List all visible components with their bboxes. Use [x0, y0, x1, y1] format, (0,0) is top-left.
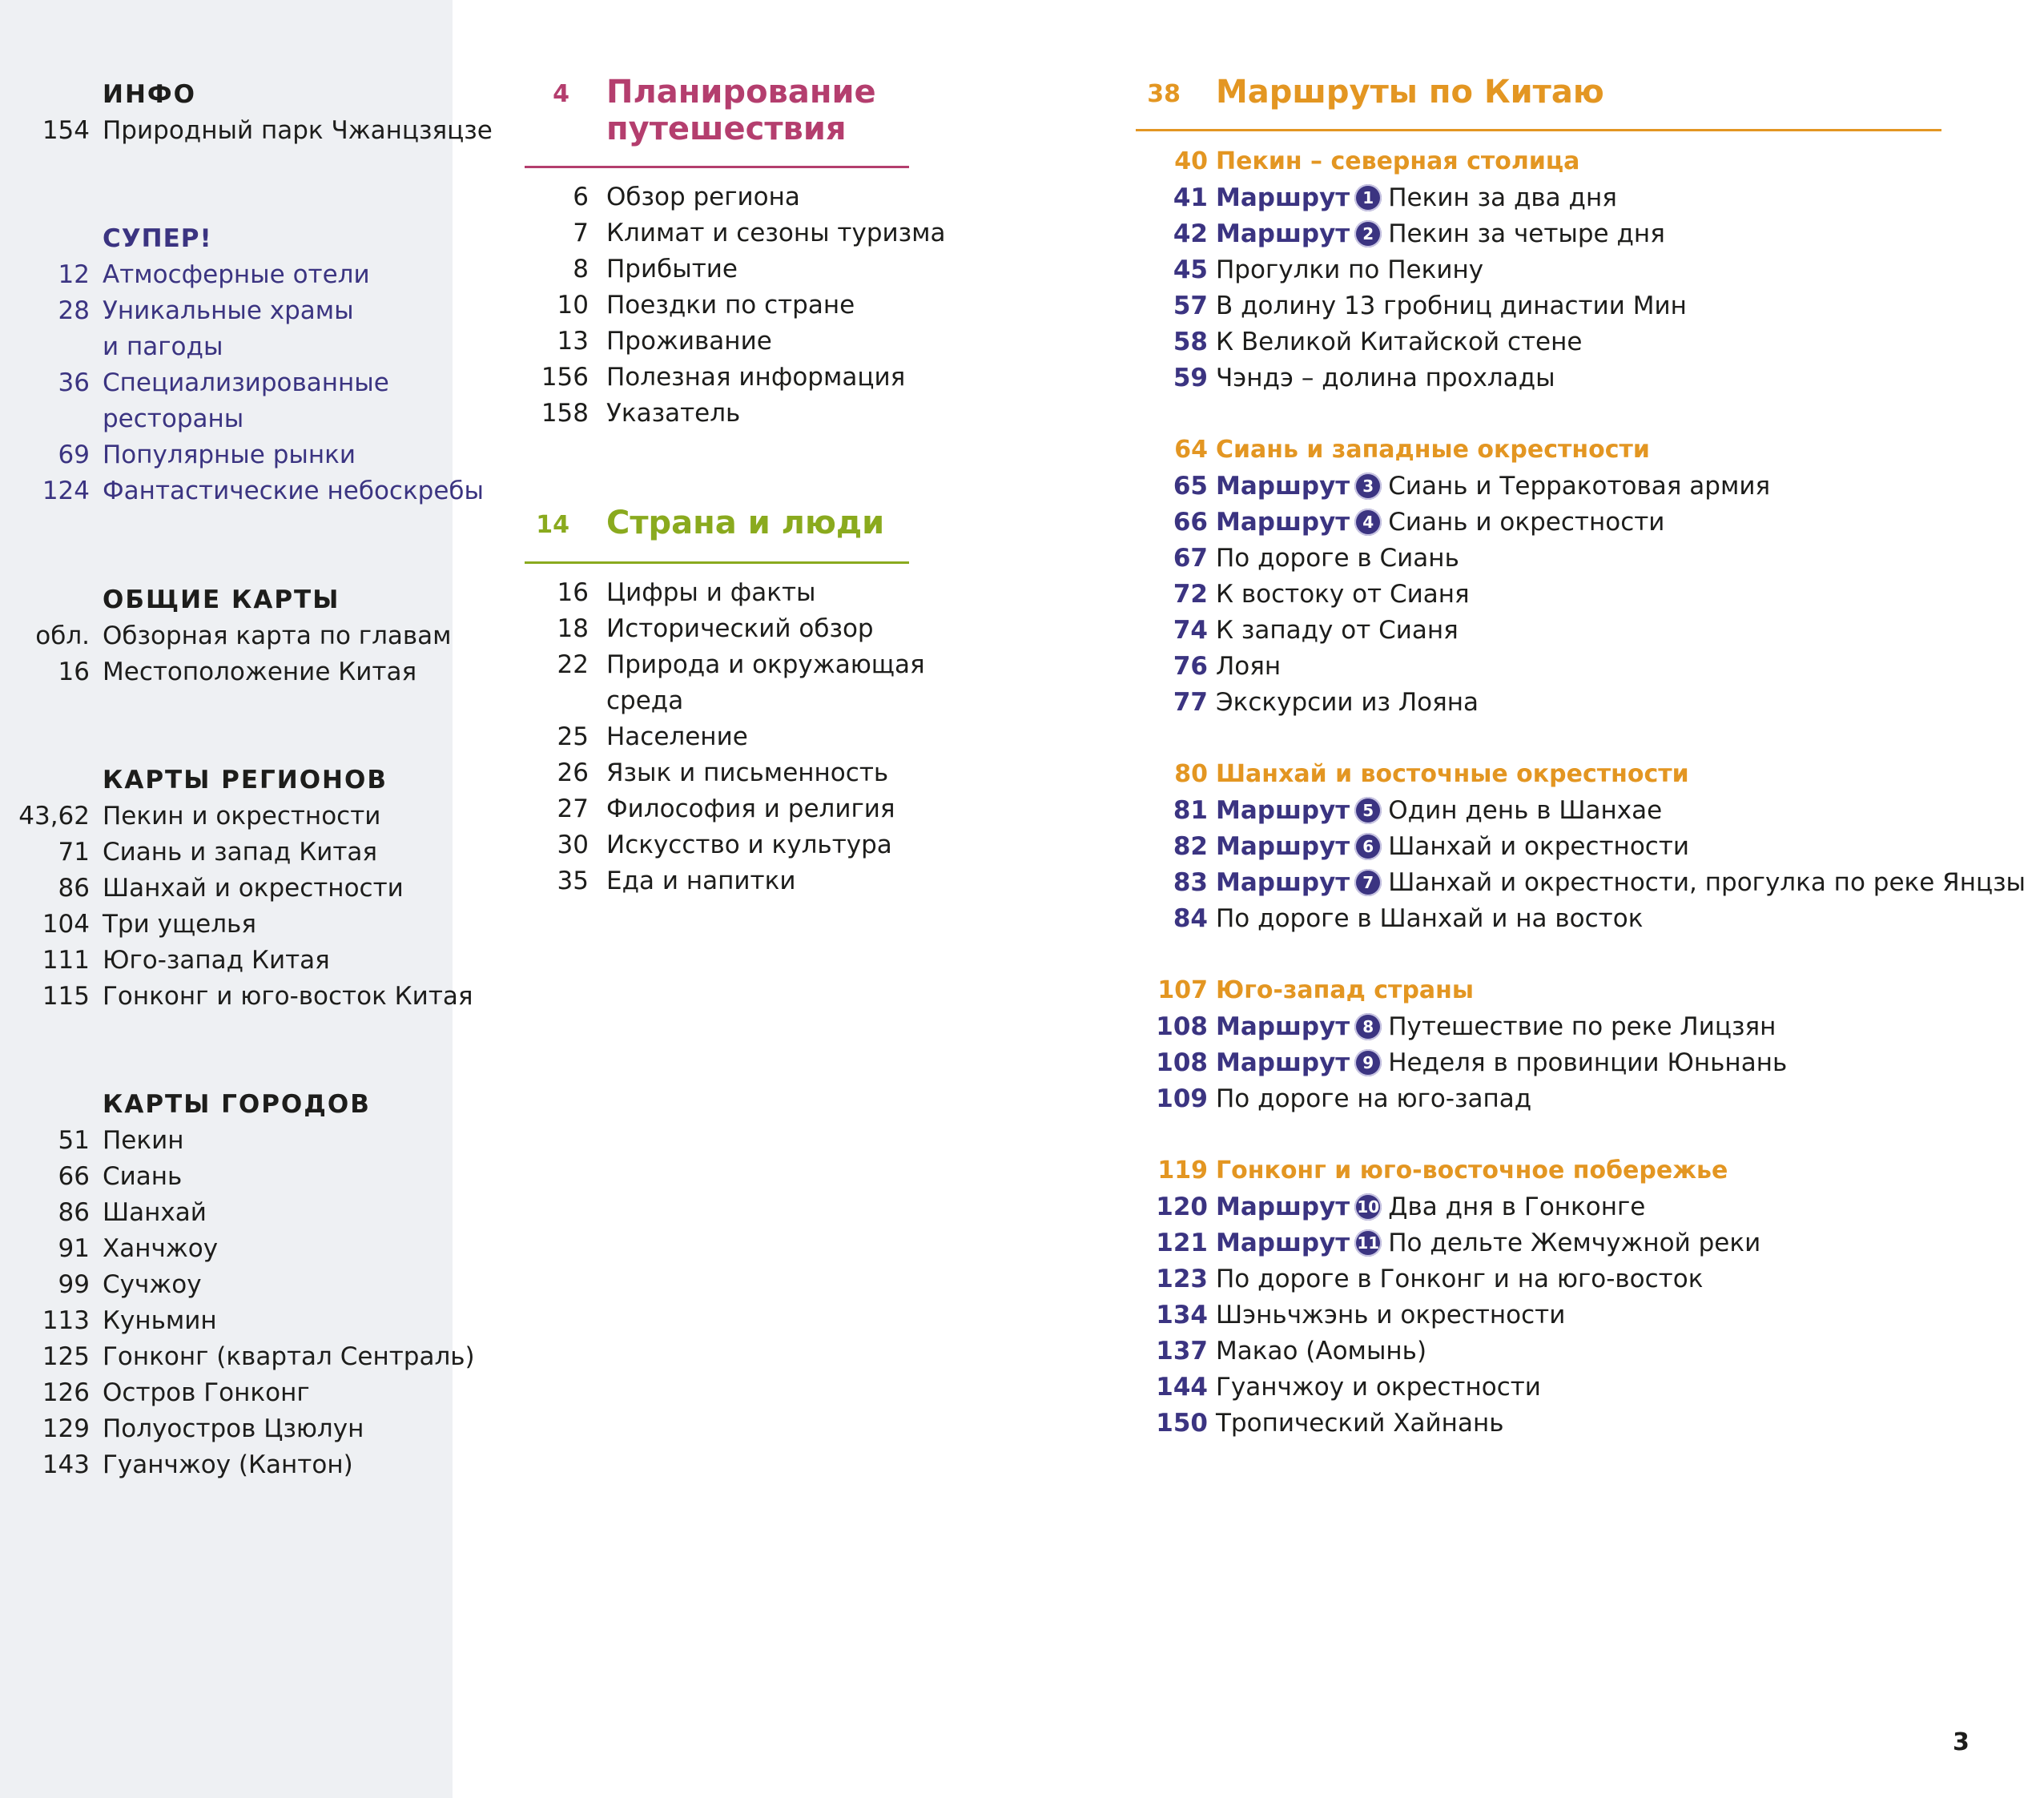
toc-entry[interactable]	[525, 363, 909, 399]
route-entry-page: 74	[1173, 616, 1208, 645]
route-entry[interactable]	[1136, 328, 1941, 364]
route-label: Маршрут	[1216, 1012, 1350, 1041]
sidebar-entry[interactable]	[0, 440, 453, 477]
sidebar-entry[interactable]	[0, 1234, 453, 1270]
chapter-country-rule	[525, 561, 909, 564]
chapter-planning-title-line2: путешествия	[606, 111, 847, 147]
toc-entry-text: среда	[606, 686, 684, 715]
route-entry-page: 76	[1173, 652, 1208, 681]
route-entry-text: К Великой Китайской стене	[1216, 328, 1583, 356]
toc-entry-text: Природа и окружающая	[606, 650, 925, 679]
route-number-badge: 6	[1354, 833, 1382, 860]
route-label: Маршрут	[1216, 472, 1350, 501]
sidebar-entry-text: Природный парк Чжанцзяцзе	[103, 116, 493, 145]
route-entry-page: 144	[1156, 1373, 1208, 1402]
toc-entry-text: Обзор региона	[606, 183, 800, 211]
toc-entry[interactable]	[525, 291, 909, 327]
sidebar-entry[interactable]	[0, 260, 453, 296]
sidebar-entry-page: 36	[58, 368, 90, 397]
sidebar-entry-text: Шанхай	[103, 1198, 207, 1227]
route-entry-content	[1216, 688, 1479, 717]
route-entry[interactable]	[1136, 1373, 1941, 1409]
route-number-badge: 8	[1354, 1013, 1382, 1040]
sidebar-entry[interactable]	[0, 477, 485, 513]
route-entry-text: Путешествие по реке Лицзян	[1388, 1012, 1776, 1041]
sidebar-heading-super: СУПЕР!	[103, 224, 212, 253]
route-entry-text: По дороге на юго-запад	[1216, 1084, 1532, 1113]
route-label: Маршрут	[1216, 508, 1350, 537]
route-number-badge: 2	[1354, 220, 1382, 247]
sidebar-entry[interactable]	[0, 332, 453, 368]
route-entry[interactable]	[1136, 868, 2026, 904]
route-entry-page: 66	[1173, 508, 1208, 537]
route-entry[interactable]	[1136, 544, 1941, 580]
sidebar-entry[interactable]	[0, 368, 453, 404]
route-entry-content	[1216, 508, 1664, 537]
route-entry-page: 108	[1156, 1012, 1208, 1041]
sidebar-entry[interactable]	[0, 296, 453, 332]
sidebar-entry[interactable]	[0, 802, 453, 838]
route-entry-content	[1216, 544, 1459, 573]
toc-entry-page: 18	[557, 614, 589, 643]
route-entry[interactable]	[1136, 904, 1941, 940]
route-entry-page: 150	[1156, 1409, 1208, 1438]
sidebar-entry[interactable]	[0, 838, 453, 874]
toc-entry-page: 16	[557, 578, 589, 607]
toc-entry[interactable]	[525, 183, 909, 219]
route-entry-page: 83	[1173, 868, 1208, 897]
sidebar-entry-page: 99	[58, 1270, 90, 1299]
sidebar-entry-text: Сиань и запад Китая	[103, 838, 378, 867]
route-label: Маршрут	[1216, 183, 1350, 212]
toc-entry-text: Поездки по стране	[606, 291, 855, 320]
route-entry-text: Шэньчжэнь и окрестности	[1216, 1301, 1566, 1329]
route-entry-text: В долину 13 гробниц династии Мин	[1216, 292, 1687, 320]
route-group-heading[interactable]	[1136, 1156, 1941, 1193]
sidebar-heading-region-maps: КАРТЫ РЕГИОНОВ	[103, 766, 388, 794]
chapter-routes-title[interactable]: Маршруты по Китаю	[1216, 74, 1604, 111]
sidebar-entry-page: 91	[58, 1234, 90, 1263]
sidebar-super-list	[0, 260, 485, 513]
route-entry-content	[1216, 1301, 1565, 1329]
route-entry-page: 108	[1156, 1048, 1208, 1077]
sidebar-entry-page: 71	[58, 838, 90, 867]
route-label: Маршрут	[1216, 1048, 1350, 1077]
route-entry-page: 59	[1173, 364, 1208, 392]
sidebar-entry[interactable]	[0, 982, 473, 1018]
sidebar-region-maps-list	[0, 802, 473, 1018]
toc-entry-page: 26	[557, 758, 589, 787]
sidebar-entry-text: Гонконг (квартал Сентраль)	[103, 1342, 475, 1371]
route-entry-text: По дороге в Сиань	[1216, 544, 1459, 573]
sidebar-entry-text: Ханчжоу	[103, 1234, 219, 1263]
route-entry-content	[1216, 1229, 1760, 1257]
route-entry-text: К западу от Сианя	[1216, 616, 1459, 645]
sidebar-entry-page: 126	[42, 1378, 90, 1407]
toc-entry-page: 8	[573, 255, 589, 284]
toc-entry-page: 35	[557, 867, 589, 895]
sidebar-entry-text: Обзорная карта по главам	[103, 621, 452, 650]
route-entry-content	[1216, 328, 1582, 356]
sidebar-entry-page: 69	[58, 440, 90, 469]
route-entry-page: 58	[1173, 328, 1208, 356]
chapter-planning-list	[525, 183, 946, 435]
chapter-planning-rule	[525, 166, 909, 168]
route-entry-content	[1216, 183, 1617, 212]
toc-entry-page: 156	[541, 363, 589, 392]
route-entry[interactable]	[1136, 1084, 1941, 1120]
route-entry[interactable]	[1136, 219, 1941, 255]
toc-entry-page: 10	[557, 291, 589, 320]
route-entry-text: По дороге в Шанхай и на восток	[1216, 904, 1644, 933]
route-number-badge: 11	[1354, 1229, 1382, 1257]
sidebar-entry-text: Куньмин	[103, 1306, 217, 1335]
group-spacer	[1136, 400, 1941, 436]
sidebar-entry-page: 124	[42, 477, 90, 505]
route-entry-page: 82	[1173, 832, 1208, 861]
sidebar-entry-page: обл.	[35, 621, 90, 650]
route-entry-page: 137	[1156, 1337, 1208, 1366]
route-entry-content	[1216, 616, 1459, 645]
route-group-page: 107	[1157, 976, 1208, 1004]
sidebar-entry-page: 12	[58, 260, 90, 289]
route-group-page: 40	[1174, 147, 1208, 175]
route-entry-content	[1216, 1012, 1776, 1041]
route-entry-content	[1216, 219, 1665, 248]
route-entry-page: 81	[1173, 796, 1208, 825]
sidebar-entry[interactable]	[0, 1378, 453, 1414]
route-label: Маршрут	[1216, 1229, 1350, 1257]
sidebar-entry-text: Пекин	[103, 1126, 184, 1155]
toc-entry-page: 27	[557, 794, 589, 823]
sidebar-heading-info: ИНФО	[103, 80, 196, 109]
toc-entry-text: Философия и религия	[606, 794, 895, 823]
sidebar-heading-general-maps: ОБЩИЕ КАРТЫ	[103, 585, 340, 614]
route-entry[interactable]	[1136, 1193, 1941, 1229]
route-entry-text: Один день в Шанхае	[1388, 796, 1663, 825]
route-entry[interactable]	[1136, 292, 1941, 328]
route-entry-content	[1216, 364, 1555, 392]
sidebar-entry[interactable]	[0, 1162, 453, 1198]
sidebar-entry[interactable]	[0, 874, 453, 910]
toc-entry[interactable]	[525, 794, 909, 831]
sidebar-entry[interactable]	[0, 1414, 453, 1450]
sidebar-entry-text: рестораны	[103, 404, 244, 433]
sidebar-entry-text: Пекин и окрестности	[103, 802, 381, 831]
toc-entry-page: 7	[573, 219, 589, 247]
route-entry-text: Чэндэ – долина прохлады	[1216, 364, 1555, 392]
route-group-page: 119	[1157, 1156, 1208, 1185]
route-group-title: Шанхай и восточные окрестности	[1216, 760, 1689, 788]
toc-entry[interactable]	[525, 867, 909, 903]
sidebar-entry-page: 86	[58, 874, 90, 903]
route-group-heading[interactable]	[1136, 147, 1941, 183]
route-entry-content	[1216, 1048, 1787, 1077]
toc-entry[interactable]	[525, 758, 909, 794]
sidebar-city-maps-list	[0, 1126, 475, 1486]
route-entry-content	[1216, 1409, 1503, 1438]
chapter-planning-title-line1: Планирование	[606, 74, 876, 111]
route-group-title: Юго-запад страны	[1216, 976, 1475, 1004]
sidebar-entry-page: 113	[42, 1306, 90, 1335]
toc-entry-text: Искусство и культура	[606, 831, 892, 859]
toc-entry-text: Цифры и факты	[606, 578, 816, 607]
route-group-page: 64	[1174, 436, 1208, 464]
group-spacer	[1136, 724, 1941, 760]
sidebar-entry-text: Специализированные	[103, 368, 389, 397]
toc-entry-text: Проживание	[606, 327, 772, 356]
route-entry-text: Шанхай и окрестности, прогулка по реке Янцзы	[1388, 868, 2026, 897]
sidebar-entry[interactable]	[0, 910, 453, 946]
sidebar-entry[interactable]	[0, 621, 453, 658]
route-entry[interactable]	[1136, 508, 1941, 544]
route-entry-page: 41	[1173, 183, 1208, 212]
sidebar-entry-page: 115	[42, 982, 90, 1011]
route-group-title: Пекин – северная столица	[1216, 147, 1580, 175]
route-entry-content	[1216, 904, 1643, 933]
route-entry-text: Два дня в Гонконге	[1388, 1193, 1646, 1221]
sidebar-entry[interactable]	[0, 116, 493, 152]
route-label: Маршрут	[1216, 796, 1350, 825]
route-group-heading[interactable]	[1136, 760, 1941, 796]
route-group-title: Гонконг и юго-восточное побережье	[1216, 1156, 1728, 1185]
toc-entry[interactable]	[525, 722, 909, 758]
route-entry-text: Шанхай и окрестности	[1388, 832, 1690, 861]
sidebar-entry-page: 125	[42, 1342, 90, 1371]
route-number-badge: 1	[1354, 184, 1382, 211]
toc-entry-text: Климат и сезоны туризма	[606, 219, 946, 247]
sidebar-general-maps-list	[0, 621, 453, 694]
route-number-badge: 3	[1354, 473, 1382, 500]
route-entry-text: Прогулки по Пекину	[1216, 255, 1484, 284]
sidebar-info-list	[0, 116, 493, 152]
sidebar-entry[interactable]	[0, 404, 453, 440]
route-entry[interactable]	[1136, 1012, 1941, 1048]
route-entry-text: К востоку от Сианя	[1216, 580, 1470, 609]
route-group-page: 80	[1174, 760, 1208, 788]
route-number-badge: 5	[1354, 797, 1382, 824]
route-entry-page: 67	[1173, 544, 1208, 573]
route-entry-page: 109	[1156, 1084, 1208, 1113]
route-entry[interactable]	[1136, 832, 1941, 868]
sidebar-entry-text: Сиань	[103, 1162, 183, 1191]
sidebar-entry[interactable]	[0, 1198, 453, 1234]
route-entry[interactable]	[1136, 1409, 1941, 1445]
route-entry-content	[1216, 255, 1483, 284]
route-number-badge: 9	[1354, 1049, 1382, 1076]
toc-entry-text: Полезная информация	[606, 363, 906, 392]
sidebar-entry-text: Местоположение Китая	[103, 658, 417, 686]
chapter-planning-page[interactable]: 4	[553, 80, 569, 108]
chapter-routes-rule	[1136, 129, 1941, 131]
route-entry-text: Тропический Хайнань	[1216, 1409, 1504, 1438]
sidebar-entry-text: Полуостров Цзюлун	[103, 1414, 364, 1443]
toc-entry-page: 13	[557, 327, 589, 356]
chapter-planning-title[interactable]	[606, 74, 876, 147]
route-entry[interactable]	[1136, 580, 1941, 616]
sidebar-entry-page: 28	[58, 296, 90, 325]
route-entry-text: Макао (Аомынь)	[1216, 1337, 1427, 1366]
sidebar-entry[interactable]	[0, 1126, 453, 1162]
sidebar-entry[interactable]	[0, 658, 453, 694]
sidebar-entry[interactable]	[0, 1306, 453, 1342]
group-spacer	[1136, 1120, 1941, 1156]
chapter-routes-list	[1136, 147, 2026, 1445]
toc-entry-page: 22	[557, 650, 589, 679]
route-entry-page: 120	[1156, 1193, 1208, 1221]
route-entry[interactable]	[1136, 472, 1941, 508]
route-label: Маршрут	[1216, 219, 1350, 248]
sidebar-entry-text: Гонконг и юго-восток Китая	[103, 982, 473, 1011]
route-entry[interactable]	[1136, 1229, 1941, 1265]
toc-entry-page: 6	[573, 183, 589, 211]
route-entry-page: 65	[1173, 472, 1208, 501]
route-entry-text: Лоян	[1216, 652, 1282, 681]
sidebar-entry-page: 129	[42, 1414, 90, 1443]
sidebar-heading-city-maps: КАРТЫ ГОРОДОВ	[103, 1090, 371, 1119]
toc-entry-page: 30	[557, 831, 589, 859]
route-entry-content	[1216, 472, 1770, 501]
route-entry-page: 123	[1156, 1265, 1208, 1293]
route-entry-content	[1216, 292, 1687, 320]
sidebar-entry-page: 51	[58, 1126, 90, 1155]
sidebar-entry-text: Фантастические небоскребы	[103, 477, 485, 505]
route-entry-content	[1216, 652, 1281, 681]
toc-entry[interactable]	[525, 831, 909, 867]
route-entry-page: 42	[1173, 219, 1208, 248]
toc-entry[interactable]	[525, 614, 909, 650]
route-entry-content	[1216, 1337, 1426, 1366]
route-entry-text: По дельте Жемчужной реки	[1388, 1229, 1761, 1257]
route-entry[interactable]	[1136, 796, 1941, 832]
toc-entry[interactable]	[525, 219, 946, 255]
route-entry-content	[1216, 1373, 1541, 1402]
toc-entry[interactable]	[525, 686, 909, 722]
route-entry-page: 72	[1173, 580, 1208, 609]
sidebar-entry-text: Юго-запад Китая	[103, 946, 330, 975]
route-entry[interactable]	[1136, 364, 1941, 400]
sidebar-entry-page: 86	[58, 1198, 90, 1227]
group-spacer	[1136, 940, 1941, 976]
sidebar-entry-page: 111	[42, 946, 90, 975]
sidebar-entry-text: и пагоды	[103, 332, 223, 361]
chapter-country-page[interactable]: 14	[536, 511, 569, 539]
sidebar-entry[interactable]	[0, 1342, 475, 1378]
route-number-badge: 7	[1354, 869, 1382, 896]
route-entry-content	[1216, 796, 1662, 825]
sidebar-entry-text: Гуанчжоу (Кантон)	[103, 1450, 353, 1479]
toc-entry-page: 25	[557, 722, 589, 751]
sidebar	[0, 0, 493, 1798]
route-number-badge: 4	[1354, 509, 1382, 536]
route-entry-content	[1216, 580, 1470, 609]
toc-entry-text: Население	[606, 722, 748, 751]
route-entry[interactable]	[1136, 255, 1941, 292]
toc-entry[interactable]	[525, 399, 909, 435]
route-entry-page: 57	[1173, 292, 1208, 320]
route-group-heading[interactable]	[1136, 976, 1941, 1012]
sidebar-entry-page: 16	[58, 658, 90, 686]
sidebar-entry-page: 154	[42, 116, 90, 145]
route-entry-content	[1216, 868, 2026, 897]
toc-entry-text: Язык и письменность	[606, 758, 889, 787]
route-entry-content	[1216, 1265, 1703, 1293]
sidebar-entry-page: 43,62	[18, 802, 90, 831]
route-entry-text: По дороге в Гонконг и на юго-восток	[1216, 1265, 1704, 1293]
route-label: Маршрут	[1216, 868, 1350, 897]
sidebar-entry-text: Сучжоу	[103, 1270, 202, 1299]
toc-entry[interactable]	[525, 650, 925, 686]
route-entry-text: Экскурсии из Лояна	[1216, 688, 1479, 717]
route-entry[interactable]	[1136, 1337, 1941, 1373]
sidebar-entry[interactable]	[0, 1270, 453, 1306]
route-entry-page: 84	[1173, 904, 1208, 933]
route-entry-content	[1216, 1193, 1645, 1221]
sidebar-entry[interactable]	[0, 946, 453, 982]
toc-entry[interactable]	[525, 255, 909, 291]
route-entry-content	[1216, 1084, 1531, 1113]
toc-entry-text: Исторический обзор	[606, 614, 874, 643]
route-group-heading[interactable]	[1136, 436, 1941, 472]
sidebar-entry[interactable]	[0, 1450, 453, 1486]
route-entry-text: Неделя в провинции Юньнань	[1388, 1048, 1788, 1077]
route-entry-page: 121	[1156, 1229, 1208, 1257]
sidebar-entry-text: Атмосферные отели	[103, 260, 370, 289]
toc-entry-text: Прибытие	[606, 255, 738, 284]
sidebar-entry-text: Шанхай и окрестности	[103, 874, 404, 903]
sidebar-entry-text: Остров Гонконг	[103, 1378, 310, 1407]
route-entry[interactable]	[1136, 688, 1941, 724]
chapter-routes-page[interactable]: 38	[1147, 80, 1181, 108]
sidebar-entry-text: Уникальные храмы	[103, 296, 354, 325]
route-group-title: Сиань и западные окрестности	[1216, 436, 1650, 464]
sidebar-entry-page: 143	[42, 1450, 90, 1479]
route-entry[interactable]	[1136, 652, 1941, 688]
route-entry[interactable]	[1136, 183, 1941, 219]
route-label: Маршрут	[1216, 832, 1350, 861]
chapter-country-list	[525, 578, 925, 903]
route-entry-page: 45	[1173, 255, 1208, 284]
route-entry-text: Сиань и окрестности	[1388, 508, 1665, 537]
page-number: 3	[1953, 1728, 1970, 1756]
route-entry-text: Гуанчжоу и окрестности	[1216, 1373, 1541, 1402]
toc-entry[interactable]	[525, 327, 909, 363]
toc-entry[interactable]	[525, 578, 909, 614]
sidebar-entry-text: Популярные рынки	[103, 440, 356, 469]
route-number-badge: 10	[1354, 1193, 1382, 1221]
route-entry[interactable]	[1136, 1301, 1941, 1337]
sidebar-entry-text: Три ущелья	[103, 910, 256, 939]
chapter-country-title[interactable]: Страна и люди	[606, 505, 885, 541]
route-label: Маршрут	[1216, 1193, 1350, 1221]
toc-entry-page: 158	[541, 399, 589, 428]
sidebar-entry-page: 104	[42, 910, 90, 939]
route-entry-page: 77	[1173, 688, 1208, 717]
route-entry-text: Сиань и Терракотовая армия	[1388, 472, 1771, 501]
toc-entry-text: Указатель	[606, 399, 741, 428]
route-entry-text: Пекин за два дня	[1388, 183, 1617, 212]
sidebar-entry-page: 66	[58, 1162, 90, 1191]
route-entry-text: Пекин за четыре дня	[1388, 219, 1665, 248]
route-entry[interactable]	[1136, 616, 1941, 652]
route-entry-content	[1216, 832, 1689, 861]
route-entry-page: 134	[1156, 1301, 1208, 1329]
route-entry[interactable]	[1136, 1265, 1941, 1301]
route-entry[interactable]	[1136, 1048, 1941, 1084]
toc-entry-text: Еда и напитки	[606, 867, 796, 895]
